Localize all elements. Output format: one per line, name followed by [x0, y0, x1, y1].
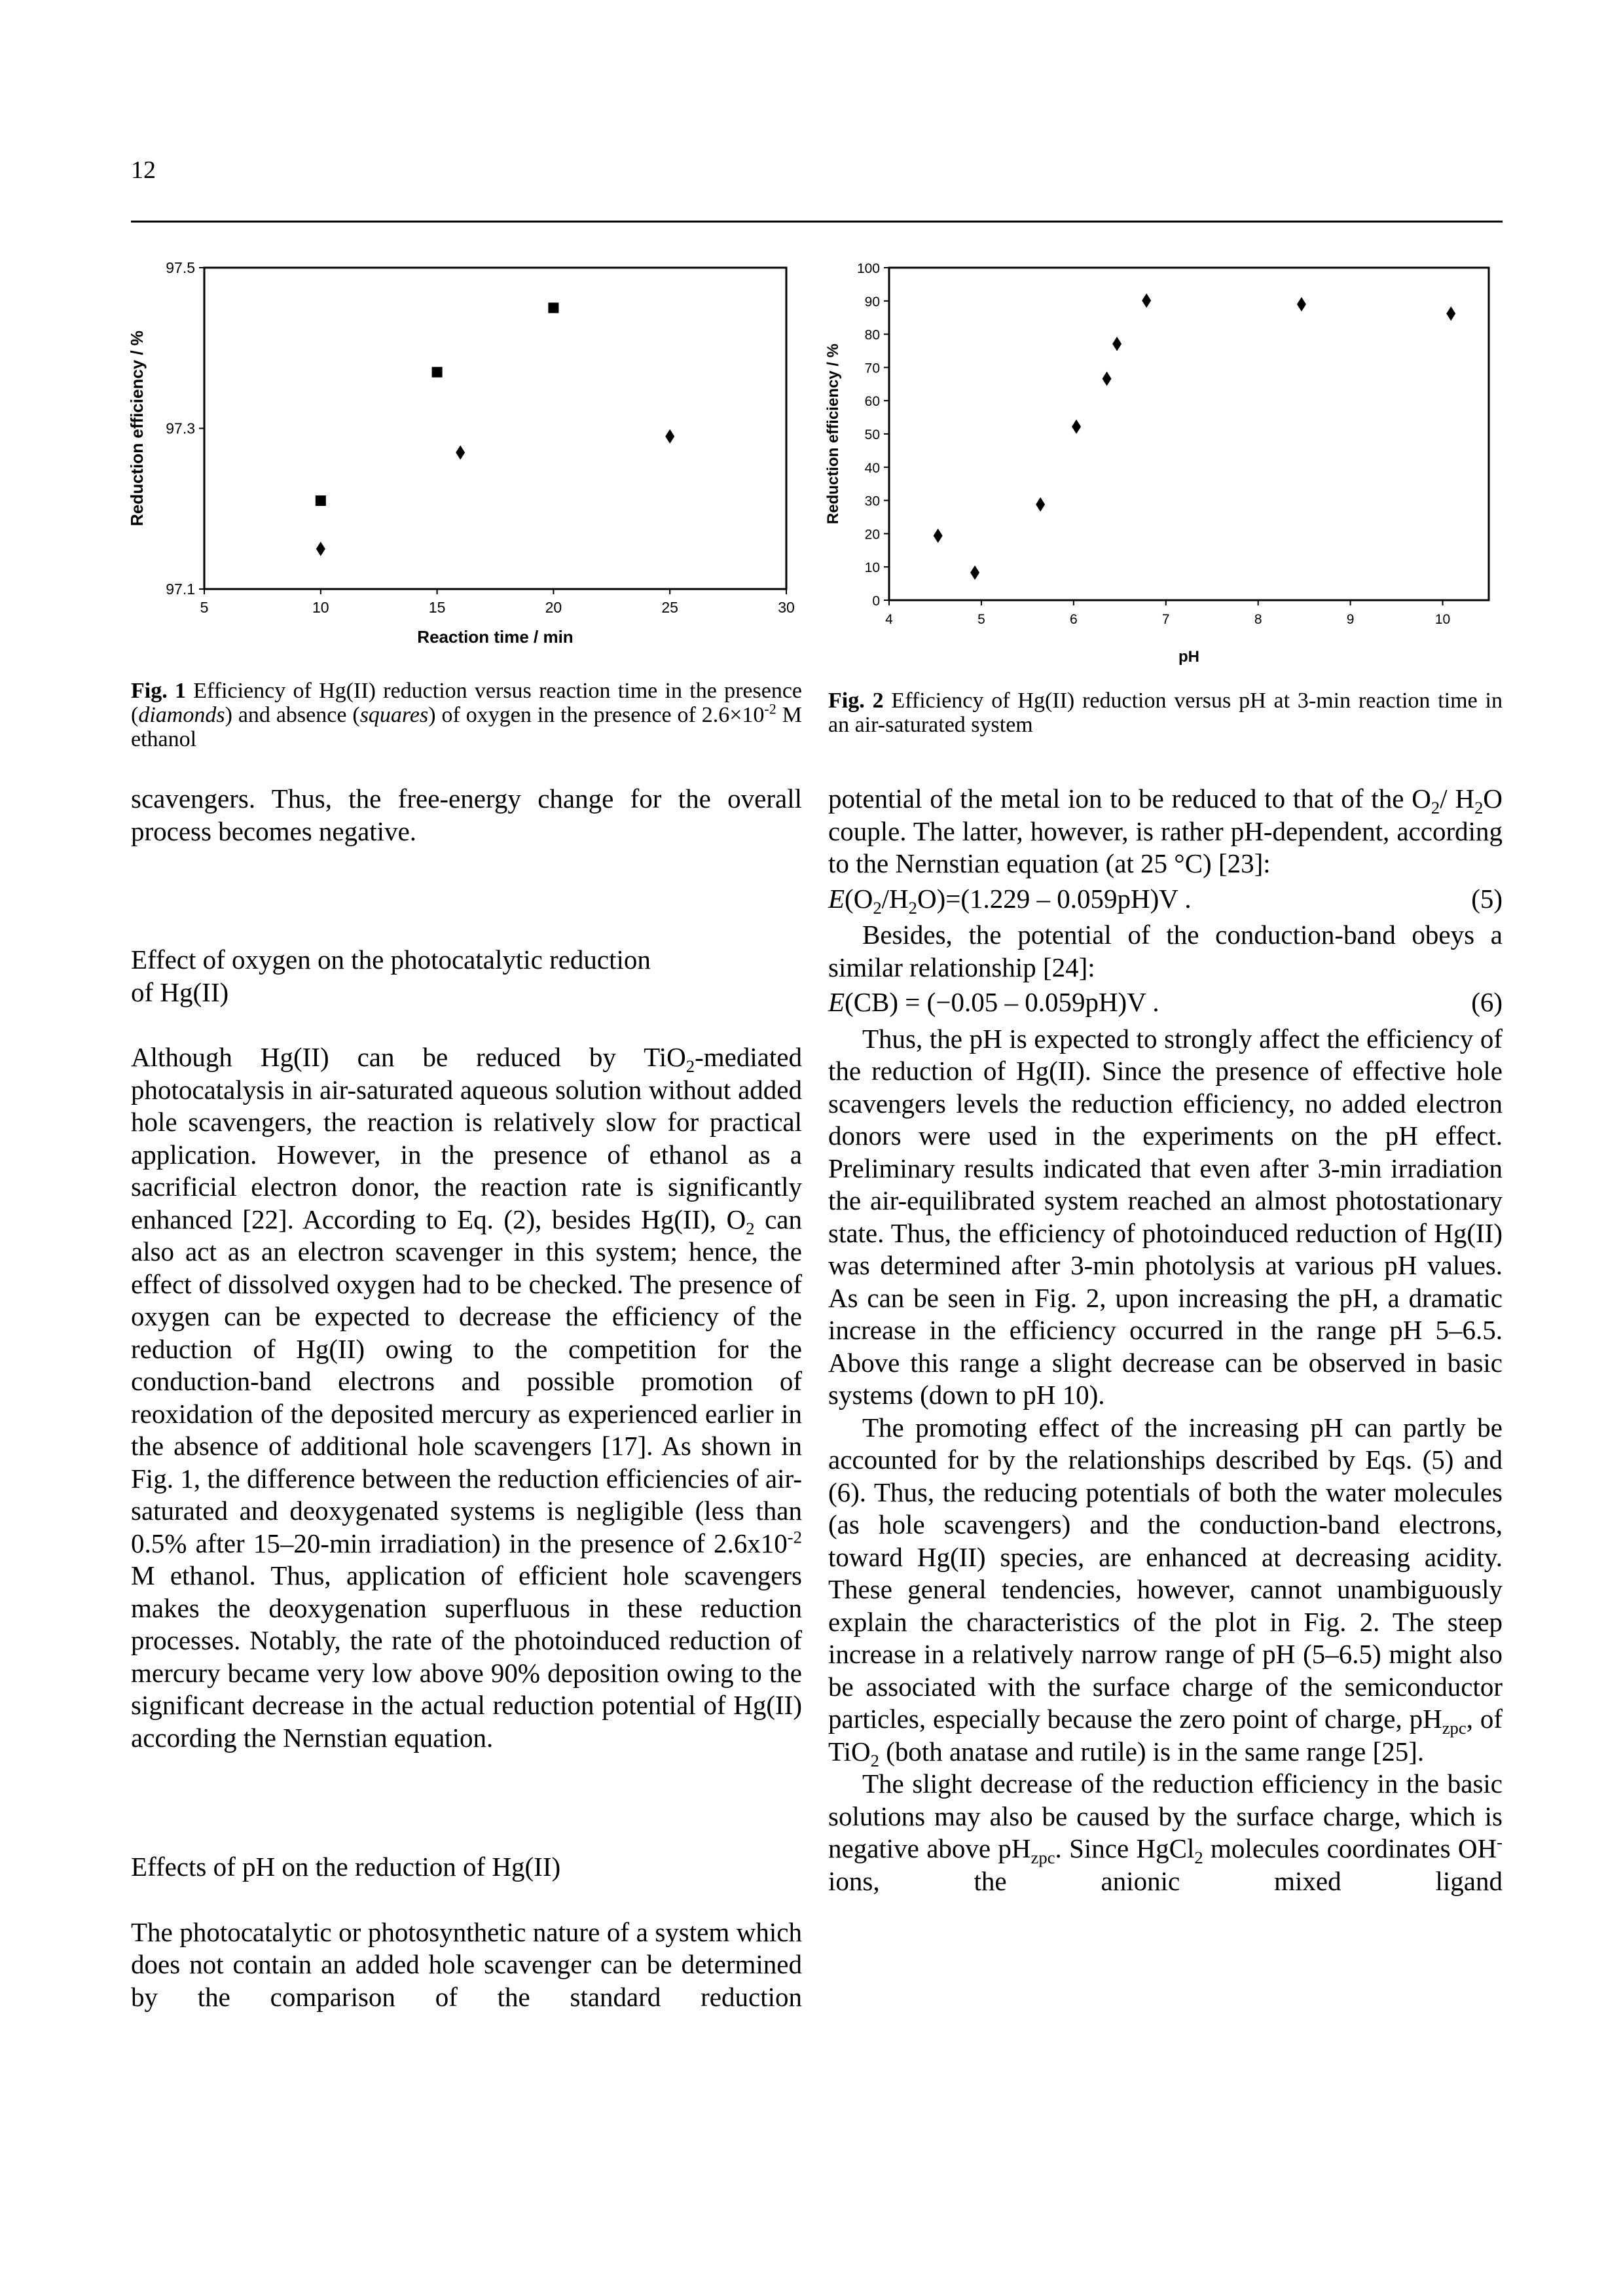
x-tick-label: 20	[545, 599, 562, 616]
heading-line: of Hg(II)	[131, 977, 229, 1007]
caption-text: Efficiency of Hg(II) reduction versus reaction time in the presence (	[131, 679, 803, 727]
x-tick-label: 7	[1161, 612, 1170, 627]
x-tick-label: 6	[1070, 612, 1078, 627]
figure-1-plot	[124, 249, 818, 668]
figure-2-label: Fig. 2	[828, 689, 884, 713]
paragraph: Besides, the potential of the conduction-band obeys a similar relationship [24]:	[828, 920, 1503, 982]
square-marker	[548, 302, 558, 313]
x-tick-label: 5	[200, 599, 209, 616]
diamond-marker	[1142, 293, 1151, 308]
y-axis-label: Reduction efficiency / %	[127, 330, 147, 527]
paragraph: Thus, the pH is expected to strongly affect the efficiency of the reduction of Hg(II). Since the presence of effective hole scavengers levels the reduction efficiency, no added electron donors were used in the experiments on the pH effect. Preliminary results indicated that even after 3-min irradiation the air-equilibrated system reached an almost photostationary state. Thus, the efficiency of photoinduced reduction of Hg(II) was determined after 3-min photolysis at various pH values. As can be seen in Fig. 2, upon increasing the pH, a dramatic increase in the efficiency occurred in the range pH 5–6.5. Above this range a slight decrease can be observed in basic systems (down to pH 10).	[828, 1023, 1503, 1410]
x-axis-label: Reaction time / min	[417, 627, 574, 647]
figure-1-caption	[131, 679, 802, 751]
caption-text: Efficiency of Hg(II) reduction versus pH at 3-min reaction time in an air-saturated system	[828, 689, 1503, 737]
figure-2-caption	[828, 689, 1503, 737]
y-axis-label: Reduction efficiency / %	[824, 343, 842, 525]
diamond-marker	[1036, 497, 1045, 512]
caption-superscript: -2	[764, 700, 776, 717]
section-heading-ph: Effects of pH on the reduction of Hg(II)	[131, 1852, 561, 1882]
y-tick-label: 60	[864, 394, 880, 410]
diamond-marker	[934, 528, 943, 543]
figure-1-label: Fig. 1	[131, 679, 186, 703]
y-tick-label: 40	[864, 460, 880, 476]
figure-1-chart	[124, 249, 818, 668]
paragraph: The promoting effect of the increasing pH can partly be accounted for by the relationships described by Eqs. (5) and (6). Thus, the reducing potentials of both the water molecules (as hole scavengers) and the conduction-band electrons, toward Hg(II) species, are enhanced at decreasing acidity. These general tendencies, however, cannot unambiguously explain the characteristics of the plot in Fig. 2. The steep increase in a relatively narrow range of pH (5–6.5) might also be associated with the surface charge of the semiconductor particles, especially because the zero point of charge, $pH_{zpc}$, of TiO$_2$ (both anatase and rutile) is in the same range [25].	[828, 1412, 1503, 1770]
diamond-marker	[1112, 336, 1122, 351]
diamond-marker	[665, 429, 674, 444]
diamond-marker	[1297, 297, 1306, 312]
x-tick-label: 5	[977, 612, 985, 627]
x-tick-label: 25	[661, 599, 678, 616]
square-marker	[316, 495, 326, 506]
y-tick-label: 97.1	[166, 581, 195, 598]
x-tick-label: 9	[1346, 612, 1355, 627]
y-tick-label: 0	[872, 594, 880, 609]
y-tick-label: 97.5	[166, 259, 195, 276]
paragraph: Although Hg(II) can be reduced by TiO$_2$-mediated photocatalysis in air-saturated aqueous solution without added hole scavengers, the reaction is relatively slow for practical application. However, in the presence of ethanol as a sacrificial electron donor, the reaction rate is significantly enhanced [22]. According to Eq. (2), besides Hg(II), $O_2$ can also act as an electron scavenger in this system; hence, the effect of dissolved oxygen had to be checked. The presence of oxygen can be expected to decrease the efficiency of the reduction of Hg(II) owing to the competition for the conduction-band electrons and possible promotion of reoxidation of the deposited mercury as experienced earlier in the absence of additional hole scavengers [17]. As shown in Fig. 1, the difference between the reduction efficiencies of air-saturated and deoxygenated systems is negligible (less than 0.5% after 15–20-min irradiation) in the presence of $2.6x10^{-2}$ M ethanol. Thus, application of efficient hole scavengers makes the deoxygenation superfluous in these reduction processes. Notably, the rate of the photoinduced reduction of mercury became very low above 90% deposition owing to the significant decrease in the actual reduction potential of Hg(II) according the Nernstian equation.	[131, 1042, 803, 1753]
x-tick-label: 15	[428, 599, 446, 616]
x-tick-label: 30	[778, 599, 795, 616]
equation-5: $E(O_2/H_2O)=(1.229 - 0.059pH)V$ . (5)	[828, 883, 1503, 918]
paragraph: potential of the metal ion to be reduced to that of the $O_2/$ $H_2O$ couple. The latter, however, is rather pH-dependent, according to the Nernstian equation (at 25 °C) [23]:	[828, 783, 1503, 878]
section-heading-oxygen	[131, 944, 802, 1009]
figure-2-plot	[818, 249, 1512, 668]
plot-frame	[889, 268, 1489, 600]
y-tick-label: 90	[864, 294, 880, 310]
y-tick-label: 97.3	[166, 420, 195, 437]
header-rule	[131, 221, 1503, 223]
right-column	[828, 783, 1503, 1897]
heading-line: Effect of oxygen on the photocatalytic reduction	[131, 944, 651, 975]
left-column	[131, 783, 802, 2013]
diamond-marker	[1072, 420, 1081, 434]
y-tick-label: 100	[856, 261, 880, 276]
equation-number: (5)	[1471, 883, 1503, 914]
diamond-marker	[1103, 372, 1112, 386]
x-axis-label: pH	[1178, 648, 1199, 666]
paragraph: The slight decrease of the reduction efficiency in the basic solutions may also be caused by the surface charge, which is negative above $pH_{zpc}$. Since HgCl$_2$ molecules coordinates OH- ions, the anionic mixed ligand	[828, 1768, 1503, 1896]
page-number: 12	[131, 156, 156, 184]
y-tick-label: 10	[864, 560, 880, 576]
equation-6: E(CB) = (−0.05 – 0.059pH)V . (6)	[828, 986, 1503, 1019]
caption-emphasis: diamonds	[138, 703, 225, 727]
diamond-marker	[456, 445, 465, 459]
x-tick-label: 10	[1434, 612, 1451, 627]
y-tick-label: 20	[864, 527, 880, 543]
caption-text: ) and absence (	[225, 703, 360, 727]
diamond-marker	[316, 542, 325, 556]
diamond-marker	[1446, 306, 1455, 321]
x-tick-label: 4	[885, 612, 893, 627]
equation-number: (6)	[1471, 987, 1503, 1017]
y-tick-label: 70	[864, 361, 880, 376]
caption-text: ) of oxygen in the presence of 2.6×10	[428, 703, 765, 727]
caption-emphasis: squares	[359, 703, 429, 727]
y-tick-label: 50	[864, 427, 880, 442]
plot-frame	[204, 268, 786, 589]
y-tick-label: 30	[864, 493, 880, 509]
y-tick-label: 80	[864, 327, 880, 343]
caption-text: M ethanol	[131, 703, 802, 751]
x-tick-label: 8	[1254, 612, 1262, 627]
square-marker	[432, 367, 443, 378]
paragraph: scavengers. Thus, the free-energy change for the overall process becomes negative.	[131, 783, 802, 846]
figure-2-chart	[818, 249, 1512, 668]
diamond-marker	[970, 565, 979, 580]
paragraph: The photocatalytic or photosynthetic nature of a system which does not contain an added hole scavenger can be determined by the comparison of the standard reduction	[131, 1916, 802, 2012]
x-tick-label: 10	[312, 599, 329, 616]
